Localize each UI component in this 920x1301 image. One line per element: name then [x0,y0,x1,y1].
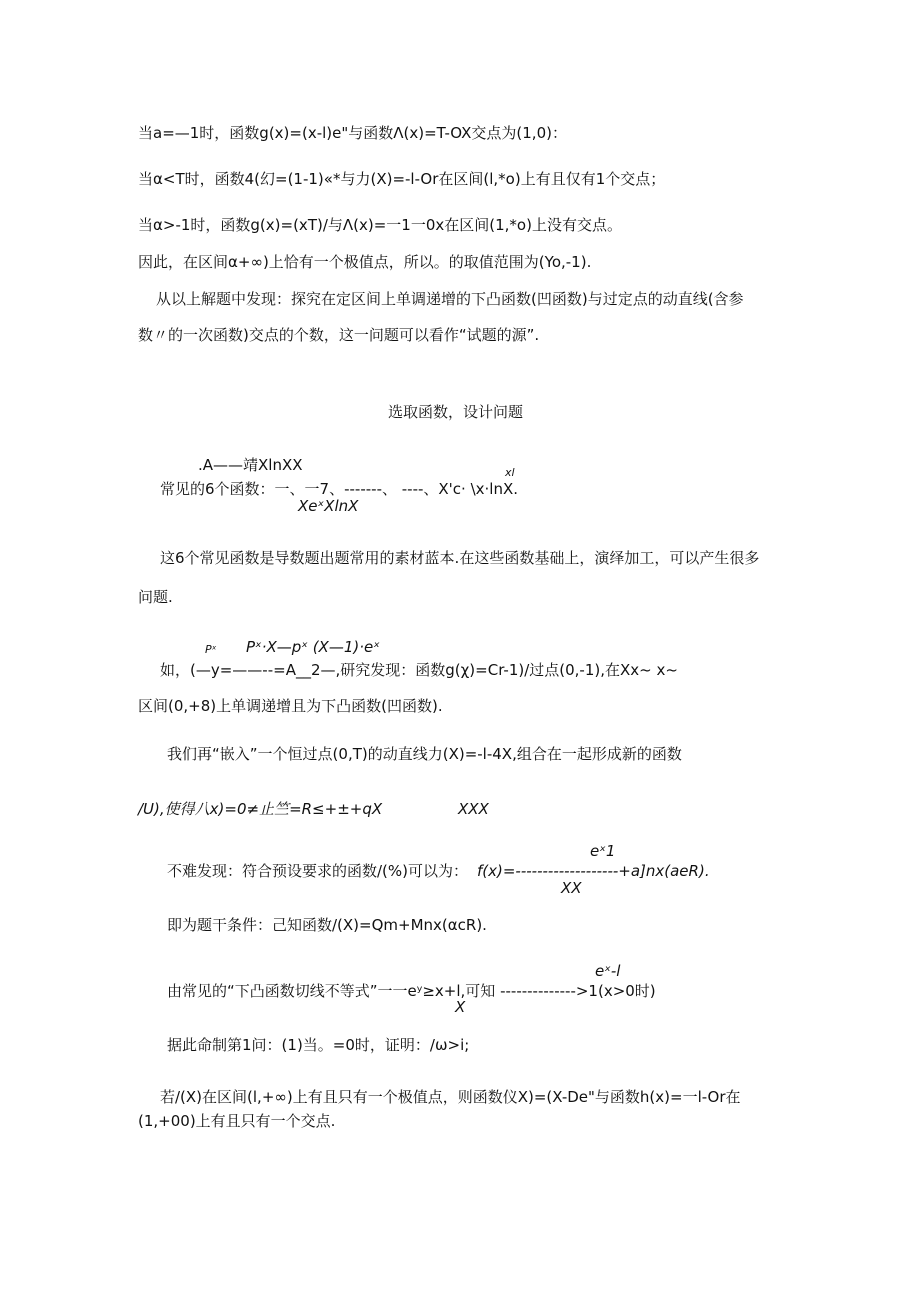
formula-3-top: eˣ1 [590,842,616,860]
formula-4-main: 由常见的“下凸函数切线不等式”一一eʸ≥x+l,可知 -------------->1(x>0时) [167,982,656,1000]
extreme-point-statement-2: (1,+00)上有且只有一个交点. [138,1112,336,1130]
new-function-a: /U),使得八x)=0≠止竺=R≤+±+qX [138,800,383,818]
discovery-line-2: 数〃的一次函数)交点的个数，这一问题可以看作“试题的源”. [138,326,540,344]
conclusion-range: 因此，在区间α+∞)上恰有一个极值点，所以。的取值范围为(Yo,-1). [138,253,592,271]
case-a-less-than: 当α<T时，函数4(幻=(1-1)«*与力(X)=-l-Or在区间(l,*o)上有且仅有1个交点； [138,170,666,188]
formula-1-top: .A——靖XlnXX [198,456,303,474]
embed-line-statement: 我们再“嵌入”一个恒过点(0,T)的动直线力(X)=-l-4X,组合在一起形成新的函数 [167,745,682,763]
interval-statement: 区间(0,+8)上单调递增且为下凸函数(凹函数). [138,697,443,715]
new-function-b: XXX [458,800,489,818]
formula-1-bottom: XeˣXlnX [298,497,359,515]
formula-1-sup: xl [505,466,515,479]
discovery-line-1: 从以上解题中发现：探究在定区间上单调递增的下凸函数(凹函数)与过定点的动直线(含参 [156,290,744,308]
formula-3-bottom: XX [561,879,582,897]
formula-1-main: 常见的6个函数：一、一7、-------、 ----、X'c· \x·lnX. [160,480,518,498]
formula-4-top: eˣ-l [595,962,621,980]
formula-3-main-b: f(x)=-------------------+a]nx(aeR). [477,862,710,880]
formula-4-bottom: X [455,998,466,1016]
section-title: 选取函数，设计问题 [388,403,524,421]
formula-2-main: 如，(—y=——--=A__2—,研究发现：函数g(χ)=Cr-1)/过点(0,-1),在Xx~ x~ [160,661,678,679]
paragraph-six-functions-1: 这6个常见函数是导数题出题常用的素材蓝本.在这些函数基础上，演绎加工，可以产生很多 [160,549,760,567]
given-condition: 即为题干条件：己知函数/(X)=Qm+Mnx(αcR). [167,916,487,934]
case-a-greater-than: 当α>-1时，函数g(x)=(xT)/与Λ(x)=一1一0x在区间(1,*o)上没有交点。 [138,216,622,234]
formula-3-main-a: 不难发现：符合预设要求的函数/(%)可以为： [167,862,469,880]
formula-2-top-a: Pˣ [205,643,217,656]
extreme-point-statement-1: 若/(X)在区间(l,+∞)上有且只有一个极值点，则函数仪X)=(X-De"与函数h(x)=一l-Or在 [160,1088,741,1106]
question-1: 据此命制第1问：(1)当。=0时，证明：/ω>i; [167,1036,470,1054]
formula-2-top-b: Pˣ·X—pˣ (X—1)·eˣ [246,638,380,656]
case-a-equals-neg1: 当a=—1时，函数g(x)=(x-l)e"与函数Λ(x)=T-OX交点为(1,0)： [138,124,567,142]
paragraph-six-functions-2: 问题. [138,588,173,606]
